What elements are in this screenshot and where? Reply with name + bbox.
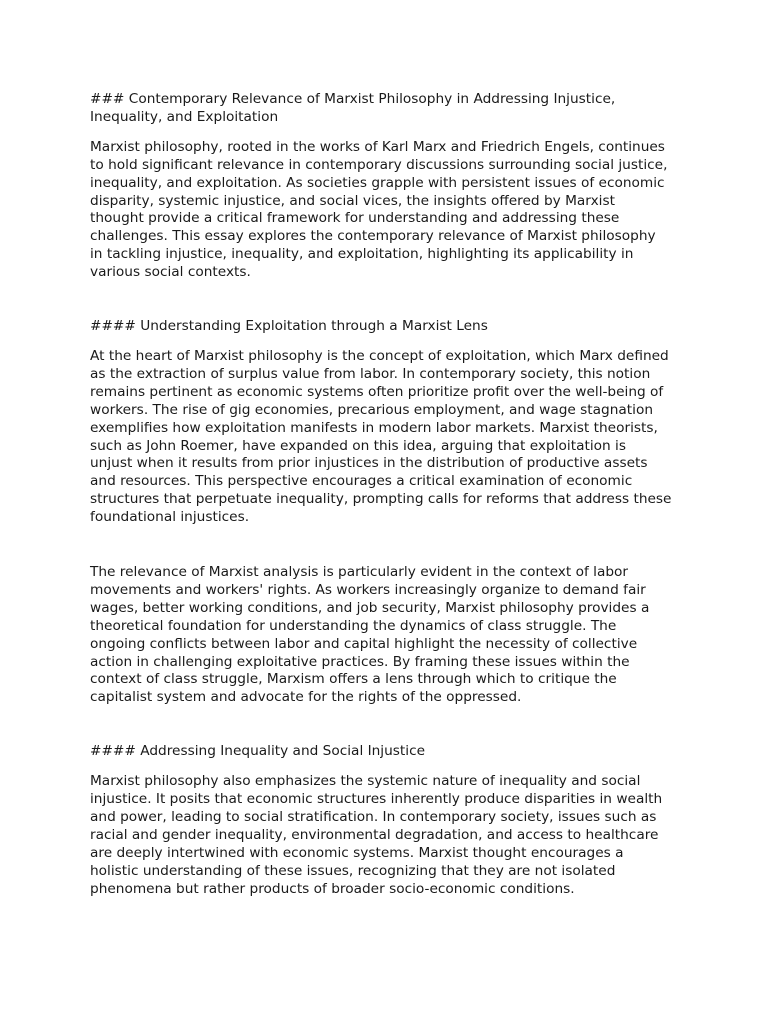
exploitation-paragraph-2: The relevance of Marxist analysis is particularly evident in the context of labor movements and workers' rights. As workers increasingly organize to demand fair wages, better working conditions, and job security, Marxist philosophy provides a theoretical foundation for understanding the dynamics of class struggle. The ongoing conflicts between labor and capital highlight the necessity of collective action in challenging exploitative practices. By framing these issues within the context of class struggle, Marxism offers a lens through which to critique the capitalist system and advocate for the rights of the oppressed. <box>90 564 650 706</box>
inequality-paragraph-1: Marxist philosophy also emphasizes the systemic nature of inequality and social injustice. It posits that economic structures inherently produce disparities in wealth and power, leading to social stratification. In contemporary society, issues such as racial and gender inequality, environmental degradation, and access to healthcare are deeply intertwined with economic systems. Marxist thought encourages a holistic understanding of these issues, recognizing that they are not isolated phenomena but rather products of broader socio-economic conditions. <box>90 773 663 897</box>
document-title: ### Contemporary Relevance of Marxist Philosophy in Addressing Injustice, Inequality, and Exploitation <box>90 91 616 125</box>
intro-paragraph: Marxist philosophy, rooted in the works of Karl Marx and Friedrich Engels, continues to hold significant relevance in contemporary discussions surrounding social justice, inequality, and exploitation. As societies grapple with persistent issues of economic disparity, systemic injustice, and social vices, the insights offered by Marxist thought provide a critical framework for understanding and addressing these challenges. This essay explores the contemporary relevance of Marxist philosophy in tackling injustice, inequality, and exploitation, highlighting its applicability in various social contexts. <box>90 138 668 281</box>
section-heading-exploitation: #### Understanding Exploitation through a Marxist Lens <box>90 318 488 335</box>
exploitation-paragraph-1: At the heart of Marxist philosophy is the concept of exploitation, which Marx defined as the extraction of surplus value from labor. In contemporary society, this notion remains pertinent as economic systems often prioritize profit over the well-being of workers. The rise of gig economies, precarious employment, and wage stagnation exemplifies how exploitation manifests in modern labor markets. Marxist theorists, such as John Roemer, have expanded on this idea, arguing that exploitation is unjust when it results from prior injustices in the distribution of productive assets and resources. This perspective encourages a critical examination of economic structures that perpetuate inequality, prompting calls for reforms that address these foundational injustices. <box>90 347 672 526</box>
section-heading-inequality: #### Addressing Inequality and Social Injustice <box>90 743 426 760</box>
document-page <box>90 91 690 899</box>
